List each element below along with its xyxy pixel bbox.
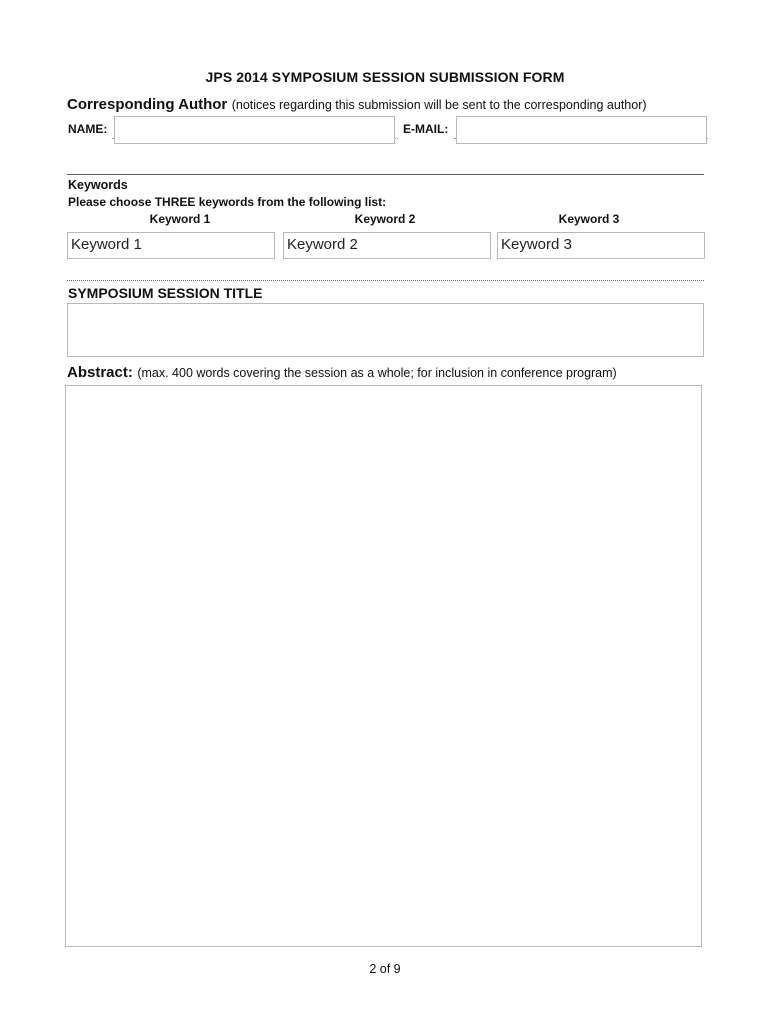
section-divider-keywords — [67, 174, 704, 175]
name-label: NAME: — [68, 122, 108, 136]
keywords-instruction: Please choose THREE keywords from the following list: — [68, 195, 387, 209]
email-label: E-MAIL: — [403, 122, 449, 136]
corresponding-author-heading-line — [67, 96, 647, 114]
keyword-2-header: Keyword 2 — [354, 212, 416, 226]
section-divider-title — [67, 280, 704, 281]
keyword-3-header: Keyword 3 — [558, 212, 620, 226]
email-field[interactable] — [456, 116, 707, 144]
keyword-1-header: Keyword 1 — [149, 212, 211, 226]
abstract-note: (max. 400 words covering the session as a whole; for inclusion in conference program) — [137, 366, 617, 380]
keyword-3-select[interactable]: Keyword 3 — [497, 232, 705, 259]
keyword-2-select[interactable]: Keyword 2 — [283, 232, 491, 259]
abstract-field[interactable] — [65, 385, 702, 947]
session-title-heading: SYMPOSIUM SESSION TITLE — [68, 285, 263, 301]
session-title-field[interactable] — [67, 303, 704, 357]
keyword-1-select[interactable]: Keyword 1 — [67, 232, 275, 259]
abstract-heading: Abstract: — [67, 364, 133, 381]
abstract-heading-line — [67, 364, 617, 382]
name-field[interactable] — [114, 116, 395, 144]
form-title: JPS 2014 SYMPOSIUM SESSION SUBMISSION FORM — [205, 69, 565, 85]
corresponding-author-note: (notices regarding this submission will be sent to the corresponding author) — [231, 98, 647, 112]
corresponding-author-heading: Corresponding Author — [67, 96, 228, 113]
page-number: 2 of 9 — [369, 962, 401, 976]
keywords-heading: Keywords — [68, 178, 128, 192]
